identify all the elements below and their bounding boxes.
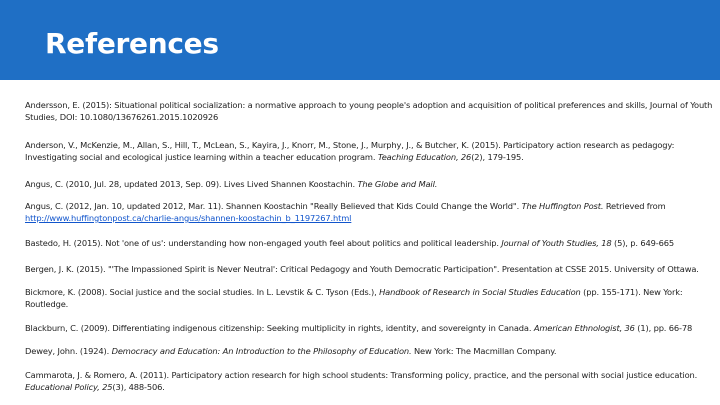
- reference-text: Cammarota, J. & Romero, A. (2011). Participatory action research for high school students: Transforming policy, practice, and the personal with social justice education.: [25, 370, 698, 380]
- reference-details: (3), 488-506.: [112, 382, 165, 392]
- reference-item: [25, 178, 715, 190]
- reference-details: (5), p. 649-665: [611, 238, 674, 248]
- title-bar: [0, 0, 720, 80]
- slide-title: References: [45, 27, 219, 60]
- reference-text: Bickmore, K. (2008). Social justice and the social studies. In L. Levstik & C. Tyson (Eds.),: [25, 287, 380, 297]
- reference-source: The Globe and Mail.: [357, 179, 438, 189]
- reference-item: [25, 200, 715, 224]
- reference-source: Educational Policy, 25: [25, 382, 113, 392]
- reference-item: [25, 345, 715, 357]
- reference-text: Anderson, V., McKenzie, M., Allan, S., Hill, T., McLean, S., Kayira, J., Knorr, M., Stone, J., Murphy, J., & Butcher, K. (2015). Participatory action research as pedagogy: Investigating social and ecological justice learning within a teacher education program.: [25, 140, 675, 162]
- reference-details: (2), 179-195.: [471, 152, 524, 162]
- reference-item: [25, 139, 715, 163]
- reference-item: [25, 322, 715, 334]
- reference-text: Bastedo, H. (2015). Not 'one of us': understanding how non-engaged youth feel about politics and political leadership.: [25, 238, 502, 248]
- reference-details: New York: The Macmillan Company.: [411, 346, 557, 356]
- reference-item: [25, 369, 715, 393]
- reference-source: American Ethnologist, 36: [533, 323, 635, 333]
- reference-text: Dewey, John. (1924).: [25, 346, 112, 356]
- reference-source: Teaching Education, 26: [377, 152, 472, 162]
- reference-source: Democracy and Education: An Introduction to the Philosophy of Education.: [111, 346, 412, 356]
- reference-details: (pp. 155-171). New York: Routledge.: [25, 287, 683, 309]
- reference-item: [25, 237, 715, 249]
- reference-item: [25, 99, 715, 123]
- reference-source: Journal of Youth Studies, 18: [501, 238, 612, 248]
- reference-item: [25, 286, 715, 310]
- reference-text: Angus, C. (2010, Jul. 28, updated 2013, Sep. 09). Lives Lived Shannen Koostachin.: [25, 179, 358, 189]
- reference-details: (1), pp. 66-78: [634, 323, 693, 333]
- reference-text: Andersson, E. (2015): Situational political socialization: a normative approach to young people's adoption and acquisition of political preferences and skills, Journal of Youth Studies, DOI: 10.1080/13676261.2015.1020926: [25, 100, 713, 122]
- reference-text: Angus, C. (2012, Jan. 10, updated 2012, Mar. 11). Shannen Koostachin "Really Believed that Kids Could Change the World".: [25, 201, 522, 211]
- reference-source: Handbook of Research in Social Studies Education: [379, 287, 581, 297]
- reference-source: The Huffington Post.: [521, 201, 604, 211]
- reference-text: Bergen, J. K. (2015). "'The Impassioned Spirit is Never Neutral': Critical Pedagogy and Youth Democratic Participation". Presentation at CSSE 2015. University of Ottawa.: [25, 264, 699, 274]
- reference-item: [25, 263, 715, 275]
- reference-text: Blackburn, C. (2009). Differentiating indigenous citizenship: Seeking multiplicity in rights, identity, and sovereignty in Canada.: [25, 323, 534, 333]
- reference-link[interactable]: http://www.huffingtonpost.ca/charlie-angus/shannen-koostachin_b_1197267.html: [25, 213, 352, 223]
- reference-details: Retrieved from: [603, 201, 666, 211]
